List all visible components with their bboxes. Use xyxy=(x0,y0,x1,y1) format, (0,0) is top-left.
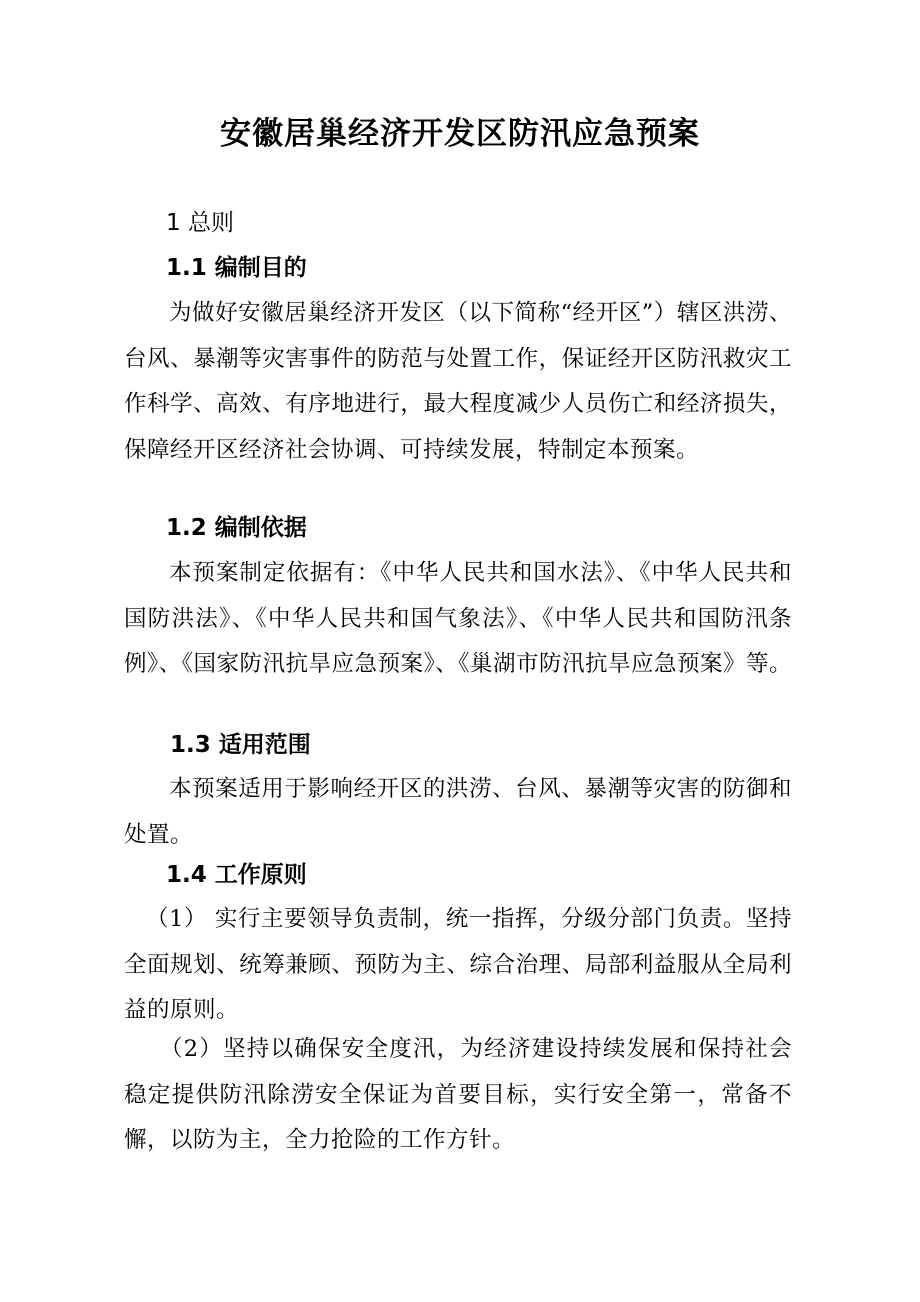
section-1-4-item-2: （2）坚持以确保安全度汛，为经济建设持续发展和保持社会稳定提供防汛除涝安全保证为首要目标，实行安全第一，常备不懈，以防为主，全力抢险的工作方针。 xyxy=(124,1036,792,1153)
document-title: 安徽居巢经济开发区防汛应急预案 xyxy=(220,116,700,152)
section-1-heading: 1 总则 xyxy=(166,210,234,236)
section-1-1-paragraph: 为做好安徽居巢经济开发区（以下简称“经开区”）辖区洪涝、台风、暴潮等灾害事件的防范与处置工作，保证经开区防汛救灾工作科学、高效、有序地进行，最大程度减少人员伤亡和经济损失，保障经开区经济社会协调、可持续发展，特制定本预案。 xyxy=(124,300,792,463)
section-1-3-paragraph: 本预案适用于影响经开区的洪涝、台风、暴潮等灾害的防御和处置。 xyxy=(124,776,792,848)
section-1-1-heading: 1.1 编制目的 xyxy=(166,255,307,281)
section-1-3-heading: 1.3 适用范围 xyxy=(170,732,311,758)
section-1-2-heading: 1.2 编制依据 xyxy=(166,515,307,541)
section-1-4-heading: 1.4 工作原则 xyxy=(166,862,307,888)
section-1-2-paragraph: 本预案制定依据有：《中华人民共和国水法》、《中华人民共和国防洪法》、《中华人民共和国气象法》、《中华人民共和国防汛条例》、《国家防汛抗旱应急预案》、《巢湖市防汛抗旱应急预案》等。 xyxy=(124,560,793,677)
section-1-4-item-1: （1） 实行主要领导负责制，统一指挥，分级分部门负责。坚持全面规划、统筹兼顾、预防为主、综合治理、局部利益服从全局利益的原则。 xyxy=(124,906,792,1023)
